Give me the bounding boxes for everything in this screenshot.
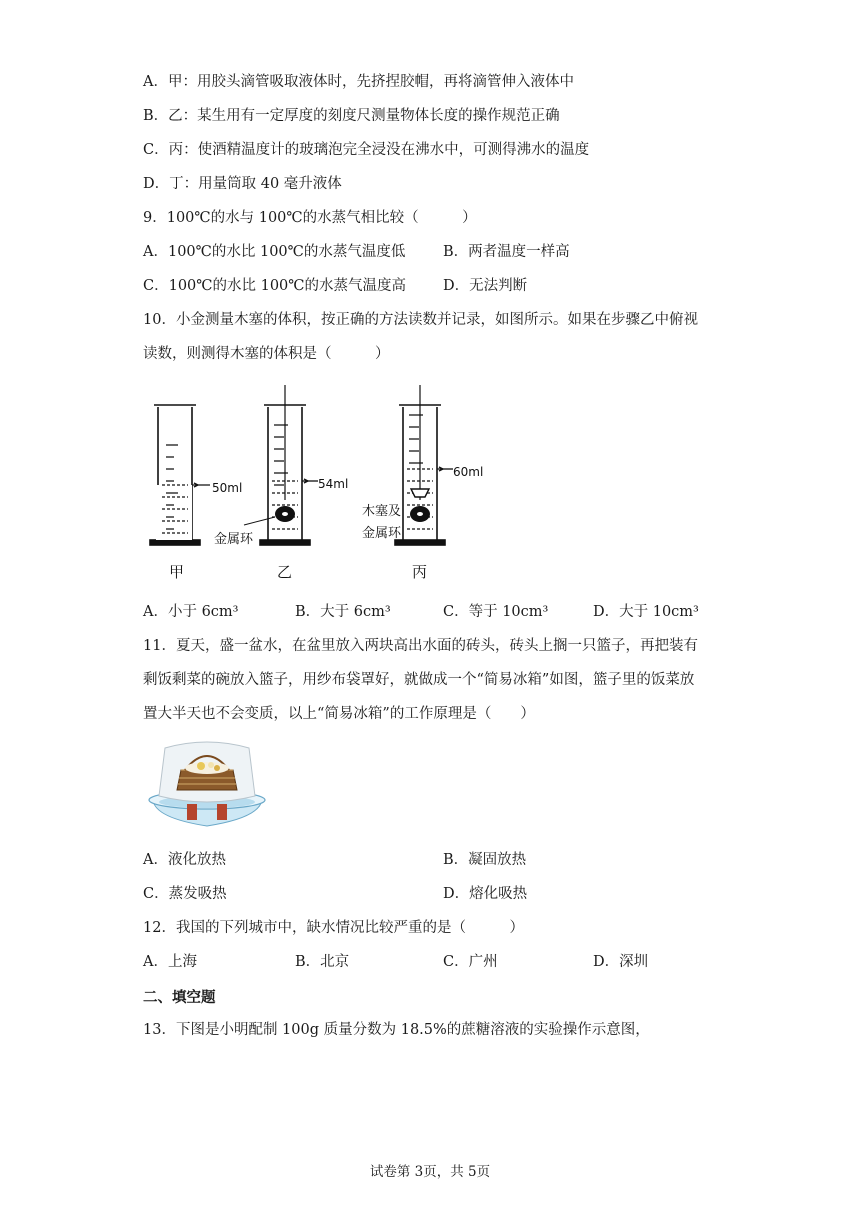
q11-option-a: A．液化放热 <box>143 852 226 868</box>
page-footer: 试卷第 3页，共 5页 <box>369 1164 491 1180</box>
q11-stem-line1: 11．夏天，盛一盆水，在盆里放入两块高出水面的砖头，砖头上搁一只篮子，再把装有 <box>143 638 698 654</box>
label-bing: 丙 <box>412 563 428 581</box>
q9-option-d: D．无法判断 <box>443 278 528 294</box>
cork-ring-label-line2: 金属环 <box>362 526 402 541</box>
q13-stem: 13．下图是小明配制 100g 质量分数为 18.5%的蔗糖溶液的实验操作示意图， <box>143 1022 650 1038</box>
reading-jia: 50ml <box>212 481 243 495</box>
cork-ring-label-line1: 木塞及 <box>362 504 402 519</box>
label-yi: 乙 <box>277 563 293 581</box>
q8-option-d: D．丁：用量筒取 40 毫升液体 <box>143 176 342 192</box>
metal-ring-label: 金属环 <box>214 532 254 547</box>
q12-option-b: B．北京 <box>295 954 350 970</box>
cylinder-jia <box>150 405 210 545</box>
q10-stem-line1: 10．小金测量木塞的体积，按正确的方法读数并记录，如图所示。如果在步骤乙中俯视 <box>143 312 698 328</box>
reading-bing: 60ml <box>453 465 484 479</box>
q10-option-b: B．大于 6cm³ <box>295 604 391 620</box>
reading-yi: 54ml <box>318 477 349 491</box>
q9-option-a: A．100℃的水比 100℃的水蒸气温度低 <box>143 244 406 260</box>
q10-option-a: A．小于 6cm³ <box>143 604 239 620</box>
q11-stem-line2: 剩饭剩菜的碗放入篮子，用纱布袋罩好，就做成一个“简易冰箱”如图，篮子里的饭菜放 <box>143 672 695 688</box>
q10-option-c: C．等于 10cm³ <box>443 604 549 620</box>
q9-option-b: B．两者温度一样高 <box>443 244 570 260</box>
q9-stem: 9．100℃的水与 100℃的水蒸气相比较（ ） <box>143 210 477 226</box>
simple-fridge-figure <box>145 738 270 836</box>
section-title-fill-in: 二、填空题 <box>143 990 216 1006</box>
q11-option-d: D．熔化吸热 <box>443 886 528 902</box>
q11-stem-line3: 置大半天也不会变质，以上“简易冰箱”的工作原理是（ ） <box>143 706 535 722</box>
q8-option-b: B．乙：某生用有一定厚度的刻度尺测量物体长度的操作规范正确 <box>143 108 560 124</box>
graduated-cylinders-figure <box>140 385 500 590</box>
q12-option-a: A．上海 <box>143 954 197 970</box>
q12-option-c: C．广州 <box>443 954 498 970</box>
label-jia: 甲 <box>169 563 185 581</box>
q11-option-b: B．凝固放热 <box>443 852 527 868</box>
q9-option-c: C．100℃的水比 100℃的水蒸气温度高 <box>143 278 406 294</box>
q8-option-c: C．丙：使酒精温度计的玻璃泡完全浸没在沸水中，可测得沸水的温度 <box>143 142 590 158</box>
q11-option-c: C．蒸发吸热 <box>143 886 227 902</box>
q12-stem: 12．我国的下列城市中，缺水情况比较严重的是（ ） <box>143 920 524 936</box>
q12-option-d: D．深圳 <box>593 954 649 970</box>
q10-stem-line2: 读数，则测得木塞的体积是（ ） <box>143 346 390 362</box>
q8-option-a: A．甲：用胶头滴管吸取液体时，先挤捏胶帽，再将滴管伸入液体中 <box>143 74 574 90</box>
q10-option-d: D．大于 10cm³ <box>593 604 699 620</box>
